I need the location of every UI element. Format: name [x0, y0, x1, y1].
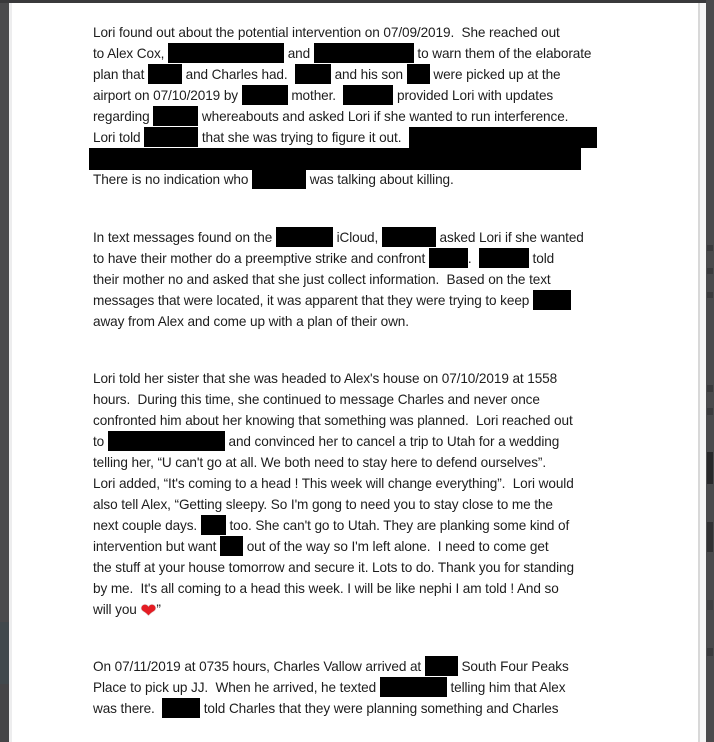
paragraph [93, 368, 574, 620]
text-segment: There is no indication who [93, 172, 253, 187]
redaction-block [153, 106, 198, 126]
paragraph [93, 22, 597, 190]
text-segment: also tell Alex, “Getting sleepy. So I'm gong to need you to stay close to me the [93, 497, 553, 512]
text-segment: hours. During this time, she continued to message Charles and never once [93, 392, 540, 407]
redaction-block [295, 64, 331, 84]
text-line [93, 311, 584, 332]
text-segment: away from Alex and come up with a plan of their own. [93, 314, 409, 329]
text-segment: was talking about killing. [306, 172, 454, 187]
paragraph [93, 227, 584, 332]
text-segment: was there. [93, 701, 163, 716]
text-line [93, 698, 569, 719]
text-segment: and Charles had. [181, 67, 295, 82]
text-line [93, 43, 597, 64]
text-segment: to warn them of the elaborate [413, 46, 592, 61]
text-line [93, 452, 574, 473]
text-segment: will you [93, 602, 141, 617]
text-segment: Lori told [93, 130, 145, 145]
redaction-block [276, 227, 333, 247]
text-segment: were picked up at the [429, 67, 561, 82]
text-line [93, 599, 574, 620]
text-line [93, 677, 569, 698]
text-segment: to have their mother do a preemptive strike and confront [93, 251, 429, 266]
text-segment: regarding [93, 109, 154, 124]
adjacent-page-text-fragment [707, 268, 713, 274]
text-segment: Lori found out about the potential intervention on 07/09/2019. She reached out [93, 25, 560, 40]
text-segment: airport on 07/10/2019 by [93, 88, 242, 103]
text-segment: out of the way so I'm left alone. I need to come get [243, 539, 549, 554]
redaction-block [168, 43, 284, 63]
redaction-block [343, 85, 393, 105]
redaction-block [89, 148, 581, 170]
redaction-block [148, 64, 182, 84]
redaction-block [144, 127, 198, 147]
redaction-block [380, 677, 447, 697]
text-line [93, 410, 574, 431]
text-segment: telling her, “U can't go at all. We both need to stay here to defend ourselves”. [93, 455, 547, 470]
adjacent-page-text-fragment [707, 408, 713, 415]
text-segment: Lori told her sister that she was headed to Alex's house on 07/10/2019 at 1558 [93, 371, 558, 386]
text-line [93, 536, 574, 557]
text-line [93, 85, 597, 106]
redaction-block [407, 64, 430, 84]
text-line [93, 169, 597, 190]
adjacent-page-text-fragment [707, 245, 713, 251]
text-segment: and [284, 46, 314, 61]
adjacent-page-redaction-fragment [707, 522, 713, 552]
text-line [93, 64, 597, 85]
text-segment: Lori added, “It's coming to a head ! This week will change everything”. Lori would [93, 476, 574, 491]
redaction-block [429, 248, 468, 268]
text-line [93, 22, 597, 43]
redaction-block [252, 169, 306, 189]
text-line [93, 557, 574, 578]
adjacent-page-text-fragment [707, 648, 713, 656]
heart-icon: ❤ [140, 600, 157, 622]
redaction-block [108, 431, 225, 451]
adjacent-page-text-fragment [707, 600, 713, 610]
redaction-block [242, 85, 288, 105]
text-segment: and convinced her to cancel a trip to Utah for a wedding [224, 434, 560, 449]
text-segment: plan that [93, 67, 148, 82]
text-segment: confronted him about her knowing that something was planned. Lori reached out [93, 413, 573, 428]
text-segment: ” [156, 602, 161, 617]
redaction-block [409, 127, 597, 148]
redaction-block [479, 248, 529, 268]
adjacent-page-text-fragment [707, 292, 713, 298]
text-segment: telling him that Alex [446, 680, 566, 695]
text-segment: the stuff at your house tomorrow and secure it. Lots to do. Thank you for standing [93, 560, 574, 575]
text-line [93, 148, 597, 169]
text-line [93, 656, 569, 677]
text-line [93, 494, 574, 515]
text-segment: intervention but want [93, 539, 221, 554]
paragraph [93, 656, 569, 719]
page-left-highlight [9, 0, 12, 742]
text-segment: mother. [287, 88, 344, 103]
redaction-block [314, 43, 414, 63]
text-line [93, 473, 574, 494]
text-segment: and his son [330, 67, 407, 82]
text-line [93, 431, 574, 452]
text-segment: whereabouts and asked Lori if she wanted to run interference. [198, 109, 569, 124]
text-segment: asked Lori if she wanted [435, 230, 584, 245]
redaction-block [162, 698, 200, 718]
text-segment: their mother no and asked that she just collect information. Based on the text [93, 272, 551, 287]
redaction-block [382, 227, 436, 247]
text-line [93, 290, 584, 311]
text-segment: told Charles that they were planning something and Charles [200, 701, 559, 716]
text-line [93, 106, 597, 127]
window-edge-top [0, 0, 714, 3]
text-segment: provided Lori with updates [393, 88, 554, 103]
text-segment: iCloud, [332, 230, 382, 245]
text-line [93, 269, 584, 290]
text-segment: Place to pick up JJ. When he arrived, he texted [93, 680, 380, 695]
adjacent-page-redaction-fragment [707, 452, 713, 484]
text-line [93, 227, 584, 248]
text-segment: messages that were located, it was apparent that they were trying to keep [93, 293, 533, 308]
adjacent-page-text-fragment [707, 385, 713, 392]
text-segment: too. She can't go to Utah. They are planking some kind of [225, 518, 570, 533]
redaction-block [201, 515, 226, 535]
text-segment: In text messages found on the [93, 230, 276, 245]
text-line [93, 515, 574, 536]
redaction-block [425, 656, 458, 676]
text-segment: . [467, 251, 479, 266]
text-line [93, 389, 574, 410]
text-segment: On 07/11/2019 at 0735 hours, Charles Vallow arrived at [93, 659, 425, 674]
text-segment: by me. It's all coming to a head this week. I will be like nephi I am told ! And so [93, 581, 559, 596]
text-line [93, 248, 584, 269]
text-segment: to Alex Cox, [93, 46, 169, 61]
redaction-block [533, 290, 571, 310]
window-edge-left-lower-segment [0, 622, 9, 684]
text-line [93, 368, 574, 389]
adjacent-page-strip [706, 0, 714, 742]
redaction-block [220, 536, 243, 556]
text-segment: South Four Peaks [457, 659, 569, 674]
window-edge-left-bottom-segment [0, 684, 9, 742]
text-segment: that she was trying to figure it out. [198, 130, 409, 145]
text-segment: next couple days. [93, 518, 201, 533]
text-segment: told [528, 251, 555, 266]
text-segment: to [93, 434, 108, 449]
text-line [93, 127, 597, 148]
text-line [93, 578, 574, 599]
